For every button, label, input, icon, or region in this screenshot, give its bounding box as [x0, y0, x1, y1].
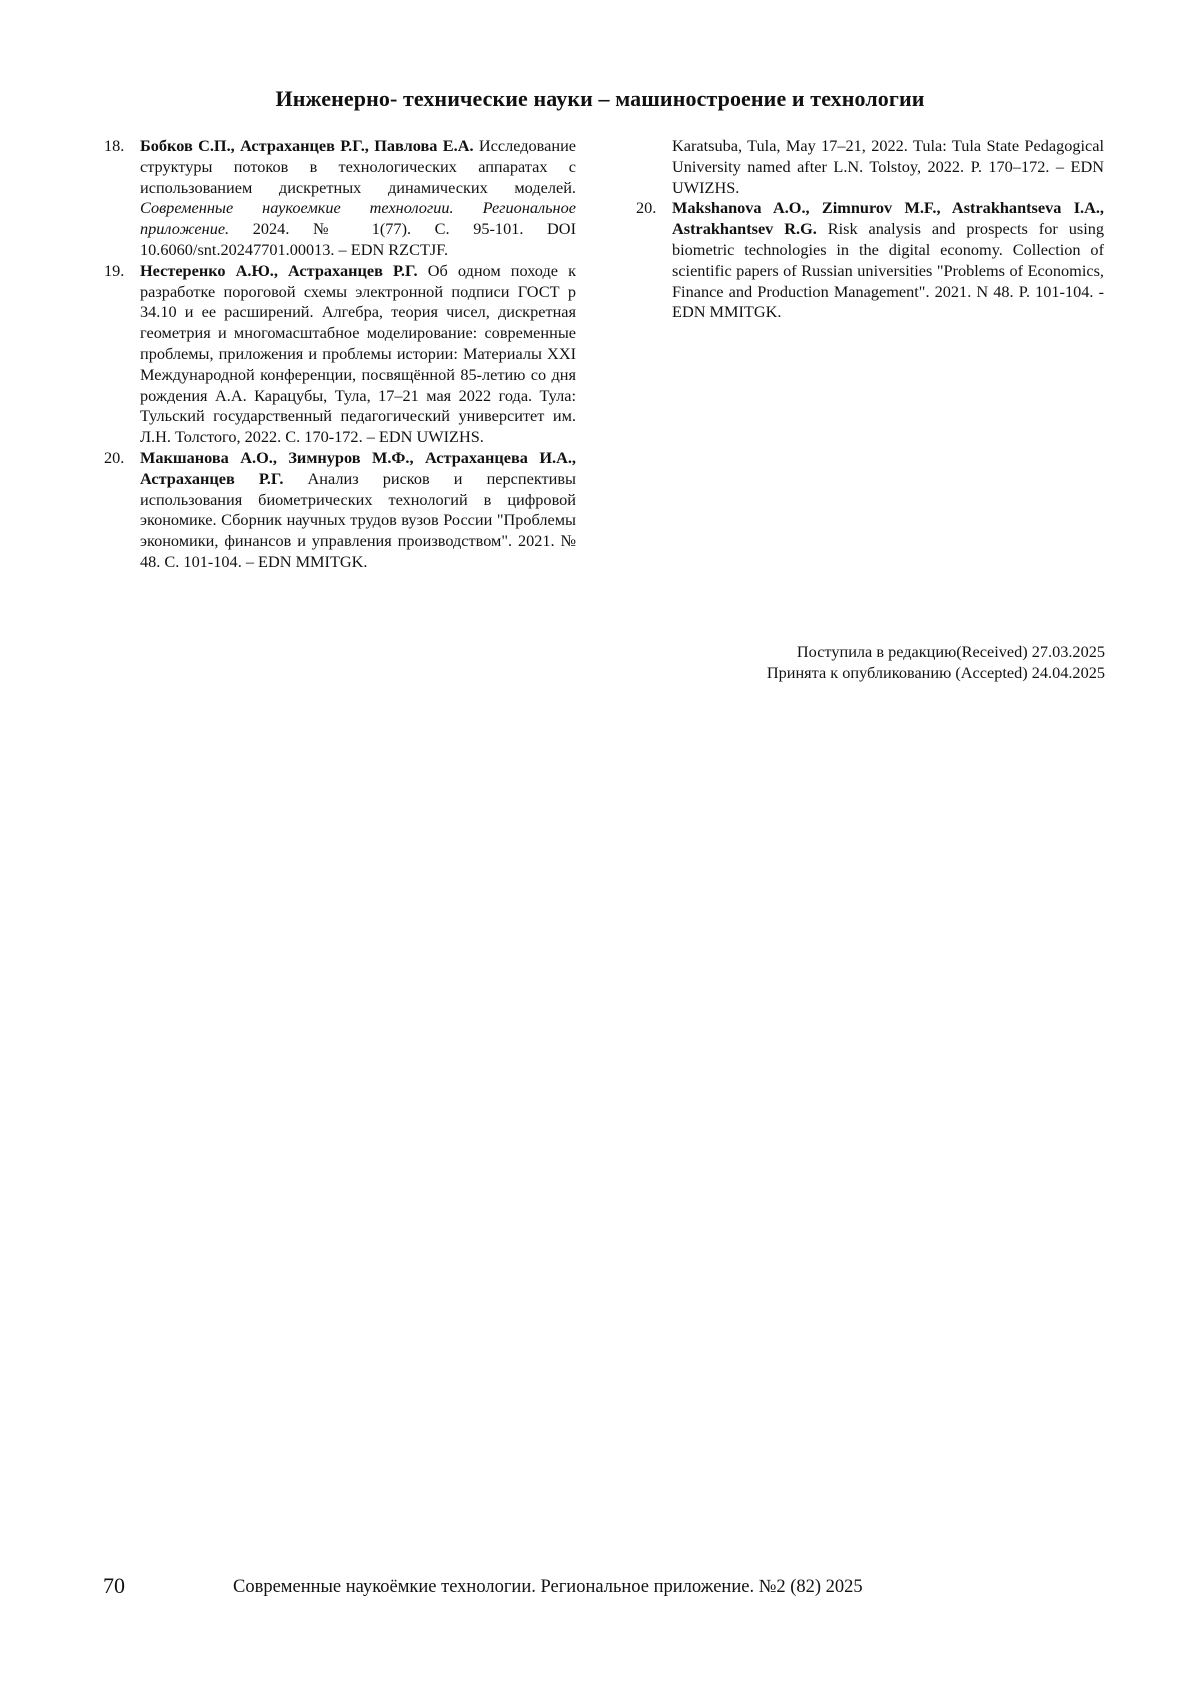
reference-item — [636, 198, 1104, 323]
received-date: Поступила в редакцию(Received) 27.03.2025 — [796, 642, 1105, 661]
reference-text: Исследование структуры потоков в технологических аппаратах с использованием дискретных динамических моделей. — [140, 136, 577, 197]
reference-authors: Нестеренко А.Ю., Астраханцев Р.Г. — [140, 260, 418, 280]
reference-item — [104, 261, 576, 448]
reference-number: 20. — [104, 447, 125, 467]
reference-number: 18. — [104, 136, 125, 155]
journal-footer: Современные наукоёмкие технологии. Региональное приложение. №2 (82) 2025 — [233, 1577, 863, 1597]
references-right-column — [636, 136, 1104, 323]
reference-journal: Современные наукоемкие технологии. Региональное приложение. — [140, 198, 576, 239]
submission-dates — [767, 641, 1105, 683]
reference-text: Об одном походе к разработке пороговой схемы электронной подписи ГОСТ р 34.10 и ее расширений. Алгебра, теория чисел, дискретная геометрия и многомасштабное моделирование: современные проблемы, приложения и проблемы истории: Материалы XXI Международной конференции, посвящённой 85-летию со дня рождения А.А. Карацубы, Тула, 17–21 мая 2022 года. Тула: Тульский государственный педагогический университет им. Л.Н. Толстого, 2022. С. 170-172. – EDN UWIZHS. — [140, 260, 576, 447]
running-header-title: Инженерно- технические науки – машиностроение и технологии — [275, 86, 925, 111]
page-number: 70 — [103, 1573, 125, 1598]
reference-text: Risk analysis and prospects for using biometric technologies in the digital economy. Collection of scientific papers of Russian universities "Problems of Economics, Finance and Production Management". 2021. N 48. P. 101-104. - EDN MMITGK. — [672, 219, 1104, 322]
reference-authors: Бобков С.П., Астраханцев Р.Г., Павлова Е.А. — [140, 136, 474, 155]
reference-authors: Makshanova A.O., Zimnurov M.F., Astrakhantseva I.A., Astrakhantsev R.G. — [672, 198, 1104, 239]
reference-item — [104, 448, 576, 573]
references-left-column — [104, 136, 576, 573]
reference-text: 2024. № 1(77). С. 95-101. DOI 10.6060/snt.20247701.00013. – EDN RZCTJF. — [140, 219, 576, 259]
reference-authors: Макшанова А.О., Зимнуров М.Ф., Астраханцева И.А., Астраханцев Р.Г. — [140, 447, 576, 488]
reference-number: 20. — [636, 198, 657, 218]
reference-continuation: Karatsuba, Tula, May 17–21, 2022. Tula: Tula State Pedagogical University named after L.N. Tolstoy, 2022. P. 170–172. – EDN UWIZHS. — [672, 136, 1104, 197]
reference-text: Анализ рисков и перспективы использования биометрических технологий в цифровой экономике. Сборник научных трудов вузов России "Проблемы экономики, финансов и управления производством". 2021. № 48. С. 101-104. – EDN MMITGK. — [140, 468, 576, 571]
reference-item — [104, 136, 576, 261]
reference-number: 19. — [104, 260, 125, 280]
accepted-date: Принята к опубликованию (Accepted) 24.04.2025 — [766, 663, 1105, 682]
